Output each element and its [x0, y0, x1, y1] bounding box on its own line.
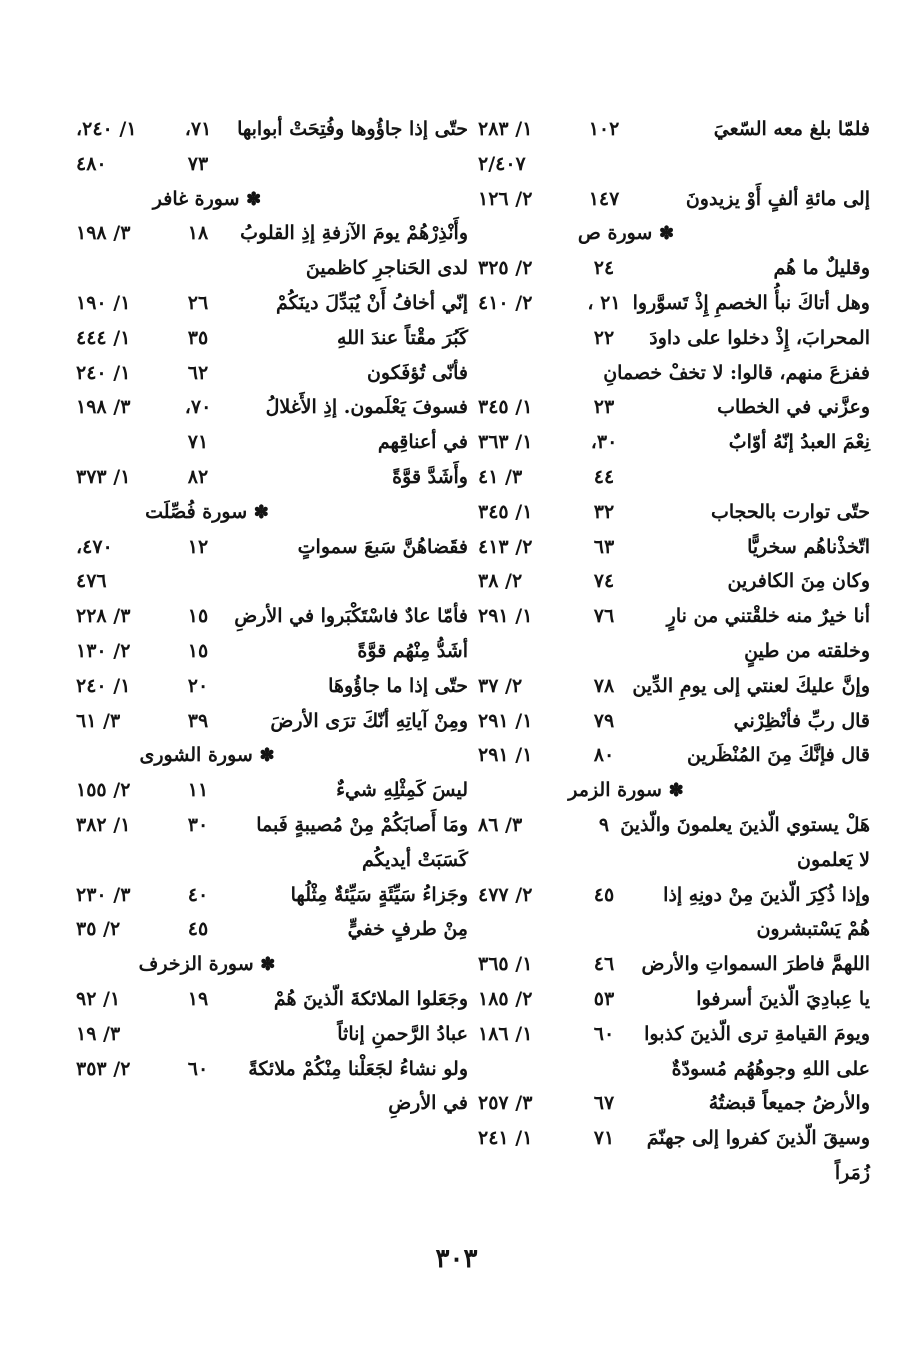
page-reference: ٣/ ١٩٨ — [76, 396, 131, 419]
verse-text: أنا خيرٌ منه خلقْتني من نارٍ — [666, 605, 870, 628]
surah-heading — [76, 738, 468, 773]
ayah-number: ٤٠ — [187, 883, 209, 906]
page-reference: ٢/ ٤١٣ — [478, 535, 533, 558]
page-reference: ١/ ٣٨٢ — [76, 813, 131, 836]
page-reference: ٢/ ١٢٦ — [478, 187, 533, 210]
index-entry — [478, 669, 870, 704]
page-reference: ١/ ٢٩١ — [478, 744, 533, 767]
index-entry — [76, 982, 468, 1017]
verse-text: حتّى إذا جاؤُوها وفُتِحَتْ أبوابها — [237, 118, 468, 140]
page-reference: ٢/٤٠٧ — [478, 152, 526, 175]
star-icon: ✽ — [246, 188, 262, 210]
page-reference: ٣/ ٢٥٧ — [478, 1092, 533, 1115]
verse-text: ليسَ كَمِثْلِهِ شيءٌ — [336, 779, 468, 802]
verse-text: اللهمَّ فاطرَ السمواتِ والأرض — [641, 953, 870, 976]
index-entry — [76, 112, 468, 147]
ayah-number: ١٠٢ — [588, 118, 620, 140]
ayah-number: ٤٤ — [593, 465, 615, 488]
index-entry — [76, 1086, 468, 1121]
index-entry — [76, 773, 468, 808]
page-reference: ٢/ ٣٧ — [478, 674, 523, 697]
index-entry — [76, 286, 468, 321]
ayah-number: ٨٠ — [593, 744, 615, 767]
page-reference: ٤٧٦ — [76, 570, 107, 593]
page-reference: ٣/ ٢٣٠ — [76, 883, 131, 906]
surah-heading — [478, 216, 870, 251]
ayah-number: ٥٣ — [593, 987, 615, 1010]
verse-text: لا يَعلمون — [797, 848, 870, 871]
surah-heading — [76, 495, 468, 530]
index-entry — [478, 390, 870, 425]
page-reference: ١/ ٢٩١ — [478, 709, 533, 732]
ayah-number: ١٨ — [187, 222, 209, 245]
index-entry — [76, 704, 468, 739]
page-reference: ١/ ٣٦٥ — [478, 953, 533, 976]
index-entry — [478, 1121, 870, 1156]
verse-text: على اللهِ وجوهُهُم مُسودّةٌ — [671, 1057, 870, 1080]
ayah-number: ٨٢ — [187, 465, 209, 488]
ayah-number: ٤٥ — [593, 883, 615, 906]
verse-text: فلمّا بلغ معه السّعيَ — [713, 118, 870, 140]
verse-text: قال ربِّ فأنْظِرْني — [733, 709, 870, 732]
index-entry — [478, 982, 870, 1017]
page-reference: ٢/ ١٥٥ — [76, 779, 131, 802]
surah-title: سورة الشورى — [139, 744, 253, 767]
index-entry — [478, 495, 870, 530]
ayah-number: ٢٢ — [593, 326, 615, 349]
ayah-number: ١٢ — [187, 535, 209, 558]
page-reference: ١/ ٩٢ — [76, 987, 121, 1010]
ayah-number: ٦٠ — [593, 1022, 615, 1045]
ayah-number: ١٩ — [187, 987, 209, 1010]
index-entry — [76, 251, 468, 286]
page-reference: ١/ ٢٤٠ — [76, 361, 131, 384]
ayah-number: ٧١ — [187, 431, 209, 454]
index-entry — [478, 843, 870, 878]
verse-text: كَبُرَ مقْتاً عندَ اللهِ — [336, 326, 468, 349]
verse-text: لدى الحَناجرِ كاظمينَ — [305, 257, 468, 280]
page-reference: ٣/ ٨٦ — [478, 813, 523, 836]
ayah-number: ٦٣ — [593, 535, 615, 558]
verse-text: عبادُ الرَّحمنِ إناثاً — [337, 1022, 468, 1045]
ayah-number: ٣٠ — [187, 813, 209, 836]
index-entry — [76, 147, 468, 182]
page-reference: ١/ ٤٤٤ — [76, 326, 131, 349]
verse-text: وقليلٌ ما هُم — [773, 257, 870, 280]
ayah-number: ٢٦ — [187, 291, 209, 314]
surah-title: سورة ص — [577, 222, 653, 245]
index-entry — [478, 947, 870, 982]
verse-text: نِعْمَ العبدُ إنّهُ أوّابٌ — [728, 431, 870, 454]
verse-text: وكان مِنَ الكافرين — [727, 570, 870, 593]
index-entry — [478, 808, 870, 843]
verse-text: هَلْ يستوي الّذينَ يعلمونَ والّذينَ — [620, 813, 870, 836]
ayah-number: ٧٦ — [593, 605, 615, 628]
ayah-number: ٢٤ — [593, 257, 615, 280]
ayah-number: ٦٠ — [187, 1057, 209, 1080]
verse-text: وهل أتاكَ نبأُ الخصمِ إِذْ تَسوَّروا — [632, 291, 870, 314]
verse-text: وعزَّني في الخطاب — [717, 396, 870, 419]
verse-text: زُمَراً — [834, 1161, 870, 1184]
ayah-number: ٤٦ — [593, 953, 615, 976]
page-reference: ١/ ٣٤٥ — [478, 396, 533, 419]
right-column — [478, 112, 870, 1191]
verse-text: في الأرضِ — [388, 1092, 468, 1115]
page-reference: ٤٧٠، — [76, 535, 113, 558]
verse-text: وخلقته من طينٍ — [744, 639, 870, 662]
verse-text: المحرابَ، إِذْ دخلوا على داودَ — [649, 326, 870, 349]
index-entry — [478, 634, 870, 669]
index-entry — [478, 1086, 870, 1121]
index-entry — [76, 390, 468, 425]
index-entry — [478, 1052, 870, 1087]
star-icon: ✽ — [253, 501, 269, 523]
verse-text: يا عِبادِيَ الّذينَ أسرفوا — [696, 987, 870, 1010]
verse-text: والأرضُ جميعاً قبضتُهُ — [708, 1092, 870, 1115]
index-entry — [76, 356, 468, 391]
index-entry — [478, 564, 870, 599]
star-icon: ✽ — [259, 745, 275, 767]
index-entry — [76, 530, 468, 565]
index-entry — [478, 912, 870, 947]
ayah-number: ٧١ — [593, 1127, 615, 1150]
surah-title: سورة الزخرف — [138, 953, 254, 976]
page-number: ٣٠٣ — [435, 1244, 478, 1274]
index-entry — [478, 1017, 870, 1052]
page-reference: ٣/ ٦١ — [76, 709, 121, 732]
surah-title: سورة غافر — [152, 187, 240, 210]
verse-text: وجَعَلوا الملائكةَ الّذينَ هُمْ — [273, 987, 468, 1010]
page-reference: ١/ ٢٩١ — [478, 605, 533, 628]
star-icon: ✽ — [668, 780, 684, 802]
ayah-number: ٣٥ — [187, 326, 209, 349]
verse-text: ويومَ القيامةِ ترى الّذينَ كذبوا — [644, 1022, 870, 1045]
verse-text: هُمْ يَسْتبشرون — [756, 918, 870, 941]
page-reference: ٣/ ٤١ — [478, 465, 523, 488]
index-entry — [76, 634, 468, 669]
index-entry — [76, 460, 468, 495]
index-entry — [478, 182, 870, 217]
page-reference: ١/ ٣٤٥ — [478, 500, 533, 523]
ayah-number: ٢٣ — [593, 396, 615, 419]
ayah-number: ٣٩ — [187, 709, 209, 732]
page-reference: ١/ ٢٤٠، — [76, 118, 137, 140]
index-entry — [478, 356, 870, 391]
index-entry — [478, 530, 870, 565]
verse-text: ومَا أَصابَكُمْ مِنْ مُصيبةٍ فَبما — [256, 813, 468, 836]
ayah-number: ٣٠، — [590, 431, 618, 454]
ayah-number: ٦٢ — [187, 361, 209, 384]
index-entry — [76, 808, 468, 843]
page-reference: ١/ ١٩٠ — [76, 291, 131, 314]
page-reference: ١/ ٢٨٣ — [478, 118, 533, 140]
verse-text: ولو نشاءُ لجَعَلْنا مِنْكُمْ ملائكةً — [248, 1057, 468, 1080]
index-entry — [76, 564, 468, 599]
surah-heading — [478, 773, 870, 808]
page-reference: ٢/ ٤٧٧ — [478, 883, 533, 906]
verse-text: وإذا ذُكِرَ الّذينَ مِنْ دونِهِ إذا — [663, 883, 870, 906]
index-entry — [76, 321, 468, 356]
ayah-number: ٦٧ — [593, 1092, 615, 1115]
verse-text: إنّي أخافُ أَنْ يُبَدِّلَ دينَكُمْ — [275, 291, 468, 314]
verse-text: مِنْ طرفٍ خفيٍّ — [347, 918, 468, 941]
verse-text: كَسَبَتْ أيديكُم — [362, 848, 468, 871]
ayah-number: ٧٠، — [184, 396, 212, 419]
ayah-number: ٢١ ، — [587, 291, 621, 314]
page-reference: ٣/ ٢٢٨ — [76, 605, 131, 628]
left-column — [76, 112, 468, 1121]
index-entry — [478, 147, 870, 182]
ayah-number: ٤٥ — [187, 918, 209, 941]
verse-text: وإنَّ عليكَ لعنتي إلى يومِ الدِّين — [632, 674, 870, 697]
ayah-number: ١٥ — [187, 605, 209, 628]
page-reference: ١/ ١٨٦ — [478, 1022, 533, 1045]
verse-text: فأمّا عادٌ فاسْتَكْبَروا في الأرضِ — [234, 605, 468, 628]
star-icon: ✽ — [260, 954, 276, 976]
verse-text: ففزعَ منهم، قالوا: لا تخفْ خصمانِ — [603, 361, 870, 384]
surah-heading — [76, 182, 468, 217]
ayah-number: ٧٤ — [593, 570, 615, 593]
index-entry — [478, 251, 870, 286]
ayah-number: ١١ — [187, 779, 209, 802]
index-entry — [76, 843, 468, 878]
index-entry — [478, 738, 870, 773]
page-reference: ٢/ ٣٨ — [478, 570, 523, 593]
verse-text: أشَدُّ مِنْهُم قوَّةً — [357, 639, 468, 662]
index-entry — [478, 460, 870, 495]
page-reference: ١/ ٢٤١ — [478, 1127, 533, 1150]
index-entry — [478, 878, 870, 913]
index-entry — [76, 1052, 468, 1087]
ayah-number: ٧٣ — [187, 152, 209, 175]
verse-text: فسوفَ يَعْلَمون. إذِ الأَغلالُ — [265, 396, 468, 419]
page-reference: ٢/ ٤١٠ — [478, 291, 533, 314]
index-entry — [478, 321, 870, 356]
verse-text: حتّى إذا ما جاؤُوهَا — [328, 674, 468, 697]
verse-text: فأنّى تُؤفَكون — [366, 361, 468, 384]
verse-text: إلى مائةِ ألفٍ أَوْ يزيدونَ — [685, 187, 870, 210]
index-entry — [478, 425, 870, 460]
verse-text: قال فإنَّكَ مِنَ المُنْظَرين — [687, 744, 870, 767]
ayah-number: ٧٩ — [593, 709, 615, 732]
verse-text: حتّى توارت بالحجاب — [710, 500, 870, 523]
page-reference: ٢/ ١٨٥ — [478, 987, 533, 1010]
ayah-number: ٣٢ — [593, 500, 615, 523]
page-reference: ٢/ ٣٥ — [76, 918, 121, 941]
ayah-number: ٢٠ — [187, 674, 209, 697]
index-entry — [478, 112, 870, 147]
page-reference: ٢/ ١٣٠ — [76, 639, 131, 662]
index-entry — [76, 878, 468, 913]
index-entry — [76, 216, 468, 251]
star-icon: ✽ — [658, 223, 675, 245]
page-reference: ١/ ٣٦٣ — [478, 431, 533, 454]
page-reference: ٣/ ١٩ — [76, 1022, 121, 1045]
verse-text: وأَنْذِرْهُمْ يومَ الآزفةِ إذِ القلوبُ — [240, 222, 468, 245]
page-reference: ٤٨٠ — [76, 152, 107, 175]
ayah-number: ٧١، — [184, 118, 212, 140]
ayah-number: ١٤٧ — [588, 187, 620, 210]
surah-title: سورة الزمر — [568, 779, 662, 802]
index-entry — [76, 599, 468, 634]
index-entry — [76, 1017, 468, 1052]
index-entry — [478, 599, 870, 634]
ayah-number: ١٥ — [187, 639, 209, 662]
verse-text: ومِنْ آياتِهِ أنّكَ ترَى الأرضَ — [270, 709, 468, 732]
index-entry — [76, 669, 468, 704]
page-reference: ٣/ ١٩٨ — [76, 222, 131, 245]
verse-text: وأَشَدَّ قوَّةً — [392, 465, 468, 488]
page-reference: ٢/ ٣٥٣ — [76, 1057, 131, 1080]
verse-text: وسيقَ الّذينَ كفروا إلى جهنّمَ — [646, 1127, 870, 1150]
surah-heading — [76, 947, 468, 982]
surah-title: سورة فُصِّلَت — [145, 500, 248, 523]
verse-text: اتّخذْناهُم سخريًّا — [747, 535, 870, 558]
page-reference: ٢/ ٣٢٥ — [478, 257, 533, 280]
index-entry — [76, 425, 468, 460]
verse-text: في أعناقِهم — [377, 431, 468, 454]
verse-text: فقَضاهُنَّ سَبعَ سمواتٍ — [297, 535, 468, 558]
ayah-number: ٩ — [598, 813, 610, 836]
index-entry — [478, 286, 870, 321]
index-entry — [76, 912, 468, 947]
ayah-number: ٧٨ — [593, 674, 615, 697]
verse-text: وجَزاءُ سَيِّئَةٍ سَيِّئةٌ مِثْلُها — [290, 883, 468, 906]
page-reference: ١/ ٢٤٠ — [76, 674, 131, 697]
index-entry — [478, 1156, 870, 1191]
page-reference: ١/ ٣٧٣ — [76, 465, 131, 488]
index-entry — [478, 704, 870, 739]
